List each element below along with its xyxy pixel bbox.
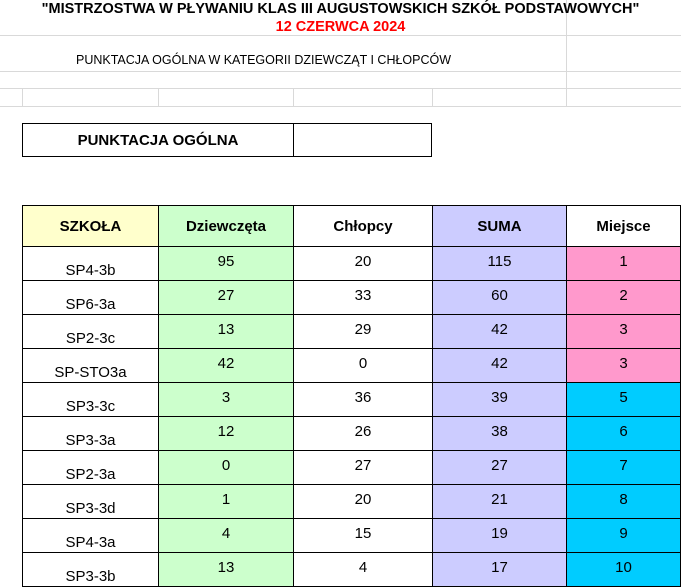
cell-school-text: SP4-3a [65,534,116,551]
cell-school-text: SP3-3d [65,500,116,517]
header-sum[interactable]: SUMA [433,206,567,247]
cell-school[interactable] [23,315,159,349]
cell-sum-text: 17 [491,559,508,576]
table-row [23,383,681,417]
cell-girls-text: 42 [217,355,235,372]
cell-school[interactable] [23,519,159,553]
cell-sum-text: 115 [487,253,512,270]
table-row [23,315,681,349]
cell-place[interactable] [567,553,681,587]
table-row [23,281,681,315]
cell-girls-text: 27 [217,287,235,304]
cell-place[interactable] [567,349,681,383]
cell-boys-text: 20 [354,491,372,508]
cell-place-text: 7 [619,457,628,474]
header-boys[interactable]: Chłopcy [294,206,433,247]
gridline [0,88,681,89]
cell-place-text: 10 [615,559,632,576]
cell-place[interactable] [567,451,681,485]
cell-sum-text: 38 [491,423,508,440]
sheet-title: "MISTRZOSTWA W PŁYWANIU KLAS III AUGUSTOWSKICH SZKÓŁ PODSTAWOWYCH" [41,1,640,17]
cell-sum-text: 42 [491,321,508,338]
cell-girls[interactable] [159,485,294,519]
cell-school[interactable] [23,451,159,485]
cell-boys[interactable] [294,281,433,315]
cell-sum-text: 60 [491,287,508,304]
cell-girls[interactable] [159,417,294,451]
table-row [23,485,681,519]
header-girls[interactable]: Dziewczęta [159,206,294,247]
cell-sum-text: 19 [491,525,508,542]
cell-sum-text: 42 [491,355,508,372]
gridline [22,88,23,106]
cell-school-text: SP-STO3a [54,364,127,381]
summary-label: PUNKTACJA OGÓLNA [23,124,294,156]
cell-girls[interactable] [159,383,294,417]
cell-sum[interactable] [433,281,567,315]
table-row [23,247,681,281]
cell-boys[interactable] [294,247,433,281]
cell-boys[interactable] [294,417,433,451]
sheet-date: 12 CZERWCA 2024 [275,19,406,35]
cell-sum[interactable] [433,519,567,553]
cell-place-text: 1 [619,253,628,270]
cell-boys[interactable] [294,315,433,349]
cell-place-text: 9 [619,525,628,542]
summary-box [22,123,432,157]
cell-school[interactable] [23,383,159,417]
cell-girls-text: 4 [221,525,231,542]
cell-boys-text: 0 [358,355,368,372]
cell-boys-text: 33 [354,287,372,304]
cell-place[interactable] [567,315,681,349]
cell-girls-text: 1 [221,491,231,508]
results-body [23,247,681,587]
cell-school-text: SP2-3a [65,466,116,483]
cell-place-text: 2 [619,287,628,304]
cell-sum-text: 21 [491,491,508,508]
cell-place[interactable] [567,417,681,451]
gridline [293,88,294,106]
cell-girls[interactable] [159,281,294,315]
cell-girls[interactable] [159,349,294,383]
cell-boys[interactable] [294,451,433,485]
cell-school-text: SP2-3c [65,330,116,347]
cell-sum-text: 27 [491,457,508,474]
cell-boys-text: 20 [354,253,372,270]
gridline [0,106,681,107]
cell-place-text: 8 [619,491,628,508]
sheet-subtitle: PUNKTACJA OGÓLNA W KATEGORII DZIEWCZĄT I CHŁOPCÓW [76,53,452,67]
cell-girls[interactable] [159,553,294,587]
cell-girls[interactable] [159,519,294,553]
cell-school-text: SP3-3a [65,432,116,449]
cell-sum[interactable] [433,247,567,281]
summary-value-cell[interactable] [294,124,431,156]
cell-school[interactable] [23,247,159,281]
cell-place[interactable] [567,383,681,417]
header-row [23,206,681,247]
cell-boys[interactable] [294,383,433,417]
cell-place[interactable] [567,247,681,281]
cell-boys[interactable] [294,553,433,587]
cell-sum[interactable] [433,451,567,485]
cell-boys[interactable] [294,519,433,553]
cell-boys[interactable] [294,349,433,383]
cell-place[interactable] [567,281,681,315]
cell-boys-text: 27 [354,457,372,474]
cell-place[interactable] [567,519,681,553]
cell-school-text: SP3-3c [65,398,116,415]
cell-school[interactable] [23,349,159,383]
cell-school[interactable] [23,417,159,451]
table-row [23,349,681,383]
results-table [22,205,681,587]
cell-place-text: 3 [619,355,628,372]
cell-boys-text: 15 [354,525,372,542]
cell-sum-text: 39 [491,389,508,406]
cell-girls[interactable] [159,315,294,349]
cell-boys[interactable] [294,485,433,519]
cell-school[interactable] [23,485,159,519]
table-row [23,553,681,587]
cell-place[interactable] [567,485,681,519]
cell-boys-text: 36 [354,389,372,406]
cell-girls-text: 12 [217,423,235,440]
cell-place-text: 3 [619,321,628,338]
gridline [0,35,681,36]
cell-sum[interactable] [433,417,567,451]
cell-school-text: SP3-3b [65,568,116,585]
cell-sum[interactable] [433,349,567,383]
cell-girls[interactable] [159,247,294,281]
gridline [0,71,681,72]
cell-place-text: 6 [619,423,628,440]
table-row [23,417,681,451]
cell-boys-text: 4 [358,559,368,576]
cell-school[interactable] [23,553,159,587]
cell-girls-text: 13 [217,321,235,338]
cell-girls-text: 3 [221,389,231,406]
cell-girls-text: 13 [217,559,235,576]
cell-place-text: 5 [619,389,628,406]
header-school[interactable]: SZKOŁA [23,206,159,247]
table-row [23,451,681,485]
cell-sum[interactable] [433,553,567,587]
gridline [432,88,433,106]
cell-girls-text: 0 [221,457,231,474]
cell-boys-text: 26 [354,423,372,440]
table-row [23,519,681,553]
gridline [158,88,159,106]
cell-school-text: SP6-3a [65,296,116,313]
cell-sum[interactable] [433,315,567,349]
cell-school-text: SP4-3b [65,262,116,279]
cell-girls[interactable] [159,451,294,485]
cell-girls-text: 95 [217,253,235,270]
cell-school[interactable] [23,281,159,315]
gridline [566,35,567,106]
cell-boys-text: 29 [354,321,372,338]
cell-sum[interactable] [433,485,567,519]
cell-sum[interactable] [433,383,567,417]
header-place[interactable]: Miejsce [567,206,681,247]
